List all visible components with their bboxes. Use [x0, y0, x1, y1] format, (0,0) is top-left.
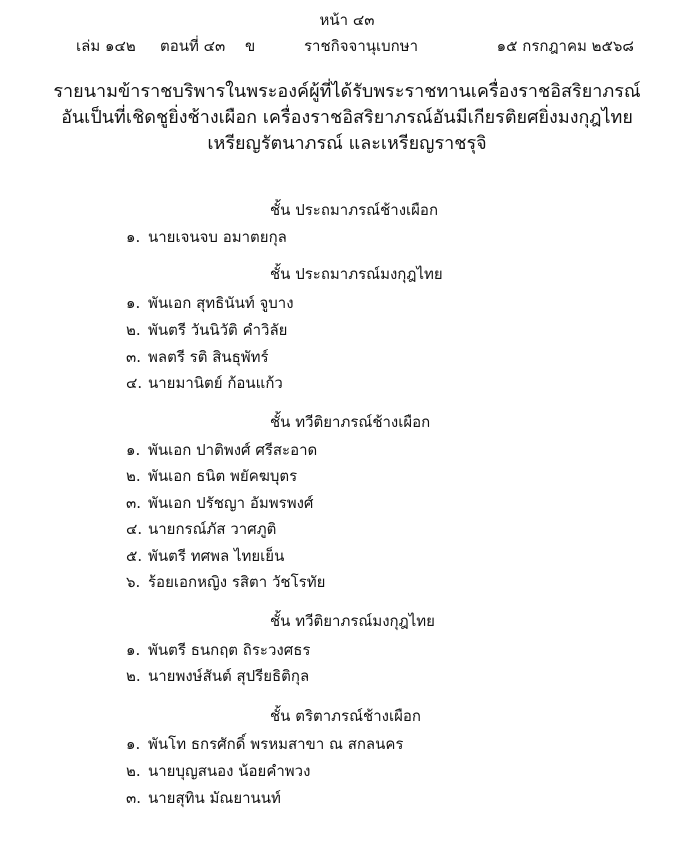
entry-number: ๔. — [126, 520, 143, 538]
entry-name: นายบุญสนอง น้อยคำพวง — [148, 762, 311, 780]
class-heading: ชั้น ประถมาภรณ์ช้างเผือก — [270, 201, 439, 219]
entry-name: พันเอก ปาติพงศ์ ศรีสะอาด — [148, 441, 318, 459]
volume-label: เล่ม ๑๔๒ — [76, 37, 136, 55]
entry-name: นายกรณ์ภัส วาศภูติ — [148, 520, 277, 538]
entry-number: ๒. — [126, 467, 141, 485]
entry-name: นายเจนจบ อมาตยกุล — [148, 228, 287, 246]
entry-number: ๓. — [126, 789, 142, 807]
entry-number: ๑. — [126, 294, 141, 312]
entry-name: พลตรี รติ สินธุพัทร์ — [148, 348, 269, 366]
entry-number: ๑. — [126, 641, 141, 659]
title-line: เหรียญรัตนาภรณ์ และเหรียญราชรุจิ — [207, 133, 487, 154]
entry-name: ร้อยเอกหญิง รสิตา วัชโรทัย — [148, 573, 326, 591]
entry-name: พันโท ธกรศักดิ์ พรหมสาขา ณ สกลนคร — [148, 735, 404, 753]
entry-name: พันตรี วันนิวัติ คำวิลัย — [148, 321, 288, 339]
entry-name: นายมานิตย์ ก้อนแก้ว — [148, 374, 283, 392]
entry-number: ๔. — [126, 374, 143, 392]
page-number: หน้า ๔๓ — [319, 11, 375, 29]
gazette-name: ราชกิจจานุเบกษา — [304, 37, 419, 55]
entry-name: นายสุทิน มัณยานนท์ — [148, 789, 281, 807]
gazette-date: ๑๕ กรกฎาคม ๒๕๖๘ — [496, 37, 634, 55]
class-heading: ชั้น ทวีติยาภรณ์มงกุฎไทย — [270, 612, 435, 630]
entry-number: ๒. — [126, 667, 141, 685]
entry-name: พันเอก สุทธินันท์ จูบาง — [148, 294, 294, 312]
class-heading: ชั้น ทวีติยาภรณ์ช้างเผือก — [270, 413, 431, 431]
entry-number: ๓. — [126, 348, 142, 366]
entry-name: พันตรี ทศพล ไทยเย็น — [148, 547, 285, 565]
issue-label: ตอนที่ ๔๓ — [160, 37, 226, 55]
entry-number: ๕. — [126, 547, 143, 565]
entry-number: ๓. — [126, 494, 142, 512]
entry-number: ๒. — [126, 762, 141, 780]
entry-name: พันเอก ธนิต พยัคฆบุตร — [148, 467, 298, 485]
title-line: อันเป็นที่เชิดชูยิ่งช้างเผือก เครื่องราชอิสริยาภรณ์อันมีเกียรติยศยิ่งมงกุฎไทย — [61, 107, 633, 128]
entry-number: ๒. — [126, 321, 141, 339]
entry-name: พันตรี ธนกฤต ถิระวงศธร — [148, 641, 311, 659]
title-line: รายนามข้าราชบริพารในพระองค์ผู้ที่ได้รับพระราชทานเครื่องราชอิสริยาภรณ์ — [53, 81, 641, 102]
class-heading: ชั้น ตริตาภรณ์ช้างเผือก — [270, 707, 421, 725]
entry-number: ๖. — [126, 573, 141, 591]
entry-number: ๑. — [126, 441, 141, 459]
entry-name: พันเอก ปรัชญา อัมพรพงศ์ — [148, 494, 314, 512]
entry-number: ๑. — [126, 228, 141, 246]
section-label: ข — [245, 37, 256, 55]
entry-name: นายพงษ์สันต์ สุปรียธิติกุล — [148, 667, 310, 685]
class-heading: ชั้น ประถมาภรณ์มงกุฎไทย — [270, 265, 443, 283]
entry-number: ๑. — [126, 735, 141, 753]
